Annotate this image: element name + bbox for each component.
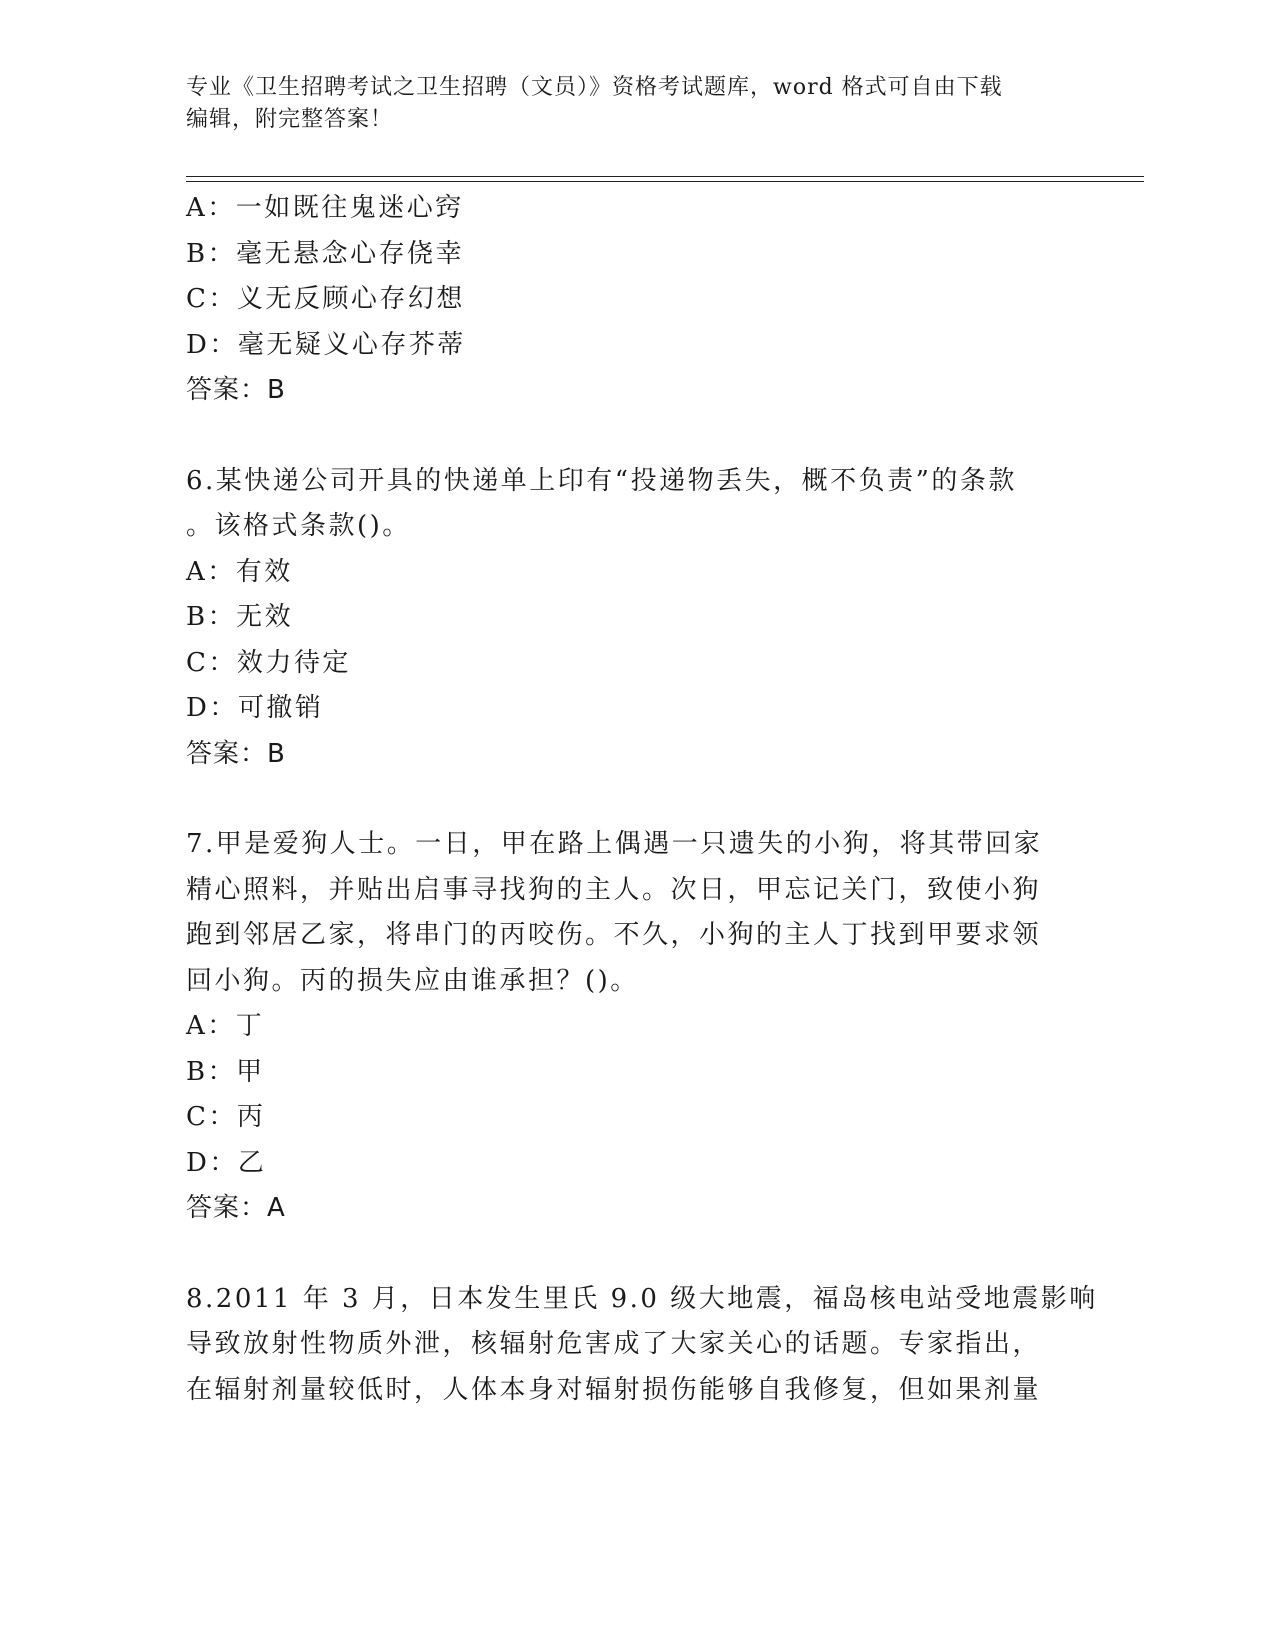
option-a: A：有效	[186, 556, 293, 587]
option-b: B：甲	[186, 1056, 265, 1087]
answer: 答案：B	[186, 738, 286, 769]
question-6	[186, 459, 1086, 778]
question-list	[186, 186, 1098, 1413]
document-header	[186, 72, 1086, 136]
option-c: C：效力待定	[186, 647, 351, 678]
question-stem-line: 8.2011 年 3 月，日本发生里氏 9.0 级大地震，福岛核电站受地震影响	[186, 1283, 1098, 1314]
answer: 答案：A	[186, 1193, 286, 1223]
question-8	[186, 1277, 1098, 1414]
question-stem-line: 6.某快递公司开具的快递单上印有“投递物丢失，概不负责”的条款	[186, 465, 1017, 496]
option-d: D：乙	[186, 1147, 267, 1178]
option-d: D：可撤销	[186, 693, 324, 723]
option-a: A：一如既往鬼迷心窍	[186, 193, 464, 223]
option-a: A：丁	[186, 1011, 265, 1041]
question-stem-line: 7.甲是爱狗人士。一日，甲在路上偶遇一只遗失的小狗，将其带回家	[186, 829, 1043, 859]
answer: 答案：B	[186, 375, 286, 405]
option-d: D：毫无疑义心存芥蒂	[186, 329, 466, 360]
question-stem-line: 回小狗。丙的损失应由谁承担？()。	[186, 965, 639, 996]
question-stem-line: 导致放射性物质外泄，核辐射危害成了大家关心的话题。专家指出，	[186, 1329, 1042, 1359]
spacer	[186, 777, 1086, 822]
question-5	[186, 186, 1086, 414]
spacer	[186, 1232, 1086, 1277]
question-stem-line: 跑到邻居乙家，将串门的丙咬伤。不久，小狗的主人丁找到甲要求领	[186, 920, 1042, 950]
question-stem-line: 在辐射剂量较低时，人体本身对辐射损伤能够自我修复，但如果剂量	[186, 1374, 1042, 1405]
question-7	[186, 822, 1086, 1232]
question-stem-line: 精心照料，并贴出启事寻找狗的主人。次日，甲忘记关门，致使小狗	[186, 874, 1042, 905]
option-c: C：丙	[186, 1102, 266, 1132]
header-line-2: 编辑，附完整答案！	[186, 107, 394, 132]
question-stem-line: 。该格式条款()。	[186, 511, 411, 541]
option-b: B：无效	[186, 602, 294, 632]
spacer	[186, 414, 1086, 459]
option-c: C：义无反顾心存幻想	[186, 284, 465, 314]
header-rule-top	[186, 176, 1144, 177]
header-rule-bottom	[186, 181, 1144, 182]
option-b: B：毫无悬念心存侥幸	[186, 238, 465, 269]
header-line-1: 专业《卫生招聘考试之卫生招聘（文员）》资格考试题库，word 格式可自由下载	[186, 75, 1003, 100]
